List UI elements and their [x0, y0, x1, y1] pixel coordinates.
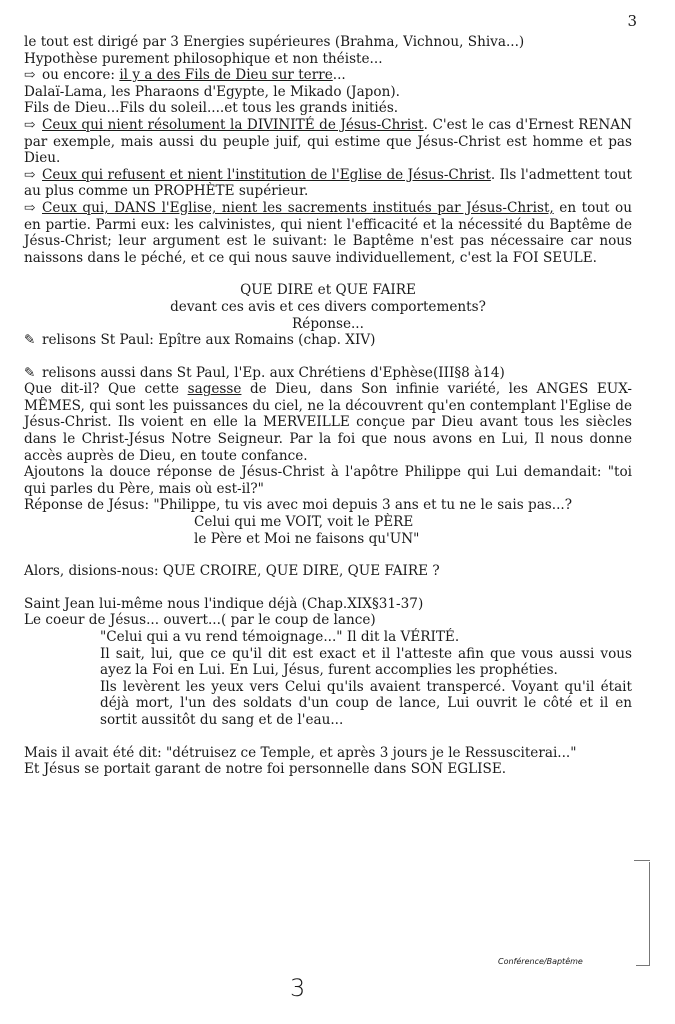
- footer-label: Conférence/Baptême: [498, 957, 583, 966]
- pencil-icon: ✎: [24, 364, 36, 381]
- arrow-icon: ⇨: [24, 199, 36, 216]
- paragraph-reponse-jesus: Réponse de Jésus: "Philippe, tu vis avec moi depuis 3 ans et tu ne le sais pas...?: [24, 497, 573, 514]
- line-alors: Alors, disions-nous: QUE CROIRE, QUE DIRE, QUE FAIRE ?: [24, 563, 440, 580]
- line-coeur: Le coeur de Jésus... ouvert...( par le coup de lance): [24, 612, 376, 629]
- line-saint-jean: Saint Jean lui-même nous l'indique déjà (Chap.XIX§31-37): [24, 595, 424, 612]
- block-transperce: Ils levèrent les yeux vers Celui qu'ils avaient transpercé. Voyant qu'il était déjà mort, l'un des soldats d'un coup de lance, Lui ouvrit le côté et il en sortit aussitôt du sang et de l'eau...: [100, 678, 632, 728]
- paragraph-sacrements: ⇨ Ceux qui, DANS l'Eglise, nient les sacrements institués par Jésus-Christ, en tout ou en partie. Parmi eux: les calvinistes, qui nient l'efficacité et la nécessité du Baptême de Jésus-Christ; leur argument est le suivant: le Baptême n'est pas nécessaire car nous naissons dans le péché, et ce qui nous sauve individuellement, c'est la FOI SEULE.: [24, 199, 632, 266]
- block-temoignage: "Celui qui a vu rend témoignage..." Il dit la VÉRITÉ.: [100, 629, 460, 645]
- arrow-icon: ⇨: [24, 116, 36, 133]
- line-romains: ✎ relisons St Paul: Epître aux Romains (chap. XIV): [24, 332, 376, 349]
- line-ephese: ✎ relisons aussi dans St Paul, l'Ep. aux Chrétiens d'Ephèse(III§8 à14): [24, 364, 505, 381]
- heading-que-dire: QUE DIRE et QUE FAIRE: [240, 282, 416, 299]
- paragraph-divinite: ⇨ Ceux qui nient résolument la DIVINITÉ de Jésus-Christ. C'est le cas d'Ernest RENAN par exemple, mais aussi du peuple juif, qui estime que Jésus-Christ est homme et pas Dieu.: [24, 116, 633, 167]
- paragraph-eglise: ⇨ Ceux qui refusent et nient l'institution de l'Eglise de Jésus-Christ. Ils l'admettent tout au plus comme un PROPHÈTE supérieur.: [24, 166, 632, 200]
- arrow-icon: ⇨: [24, 67, 36, 84]
- paragraph-philippe: Ajoutons la douce réponse de Jésus-Christ à l'apôtre Philippe qui Lui demandait: "toi qui parles du Père, mais où est-il?": [24, 464, 632, 497]
- paragraph-garant: Et Jésus se portait garant de notre foi personnelle dans SON EGLISE.: [24, 761, 507, 778]
- pencil-icon: ✎: [24, 332, 36, 349]
- page-number-top: 3: [627, 12, 637, 30]
- arrow-icon: ⇨: [24, 166, 36, 183]
- line-hypothese: Hypothèse purement philosophique et non théiste...: [24, 50, 383, 67]
- margin-mark: [636, 965, 650, 966]
- heading-reponse: Réponse...: [292, 315, 364, 332]
- line-fils-du-soleil: Fils de Dieu...Fils du soleil....et tous les grands initiés.: [24, 100, 399, 117]
- quote-line-1: Celui qui me VOIT, voit le PÈRE: [194, 514, 414, 531]
- margin-mark: [649, 862, 650, 966]
- paragraph-sagesse: Que dit-il? Que cette sagesse de Dieu, dans Son infinie variété, les ANGES EUX-MÊMES, qui sont les puissances du ciel, ne la découvrent qu'en contemplant l'Eglise de Jésus-Christ. Ils voient en elle la MERVEILLE conçue par Dieu avant tous les siècles dans le Christ-Jésus Notre Seigneur. Par la foi que nous avons en Lui, Il nous donne accès auprès de Dieu, en toute confance.: [24, 381, 633, 464]
- line-fils-de-dieu: ⇨ ou encore: il y a des Fils de Dieu sur terre...: [24, 67, 346, 84]
- quote-line-2: le Père et Moi ne faisons qu'UN": [194, 530, 420, 547]
- line-dalai-lama: Dalaï-Lama, les Pharaons d'Egypte, le Mikado (Japon).: [24, 83, 400, 100]
- page-number-bottom: 3: [290, 974, 306, 1002]
- block-il-sait: Il sait, lui, que ce qu'il dit est exact et il l'atteste afin que vous aussi vous ayez la Foi en Lui. En Lui, Jésus, furent accomplies les prophéties.: [100, 645, 632, 679]
- margin-mark: [634, 860, 650, 861]
- document-body: [24, 34, 632, 778]
- line-energies: le tout est dirigé par 3 Energies supérieures (Brahma, Vichnou, Shiva...): [24, 34, 525, 50]
- paragraph-temple: Mais il avait été dit: "détruisez ce Temple, et après 3 jours je le Ressusciterai...": [24, 744, 577, 761]
- heading-devant: devant ces avis et ces divers comportements?: [170, 298, 486, 315]
